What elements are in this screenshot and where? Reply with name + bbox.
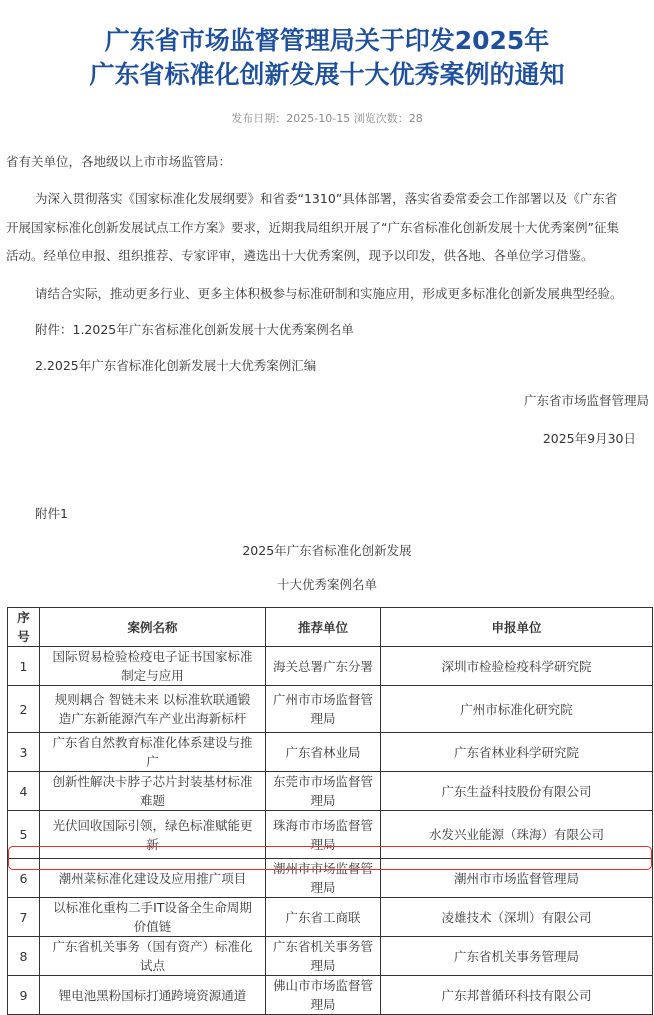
applicant: 广东生益科技股份有限公司 — [381, 772, 653, 811]
applicant: 深圳市检验检疫科学研究院 — [381, 647, 653, 686]
case-name: 规则耦合 智链未来 以标准软联通锻造广东新能源汽车产业出海新标杆 — [40, 686, 266, 733]
list-title-line1: 2025年广东省标准化创新发展 — [242, 543, 412, 558]
case-name: 创新性解决卡脖子芯片封装基材标准难题 — [40, 772, 266, 811]
applicant: 广东省林业科学研究院 — [381, 733, 653, 772]
cases-table — [7, 607, 653, 1015]
table-row — [8, 811, 653, 859]
header-case-name: 案例名称 — [40, 608, 266, 647]
applicant: 广州市标准化研究院 — [381, 686, 653, 733]
table-row — [8, 937, 653, 976]
table-row — [8, 733, 653, 772]
salutation: 省有关单位，各地级以上市市场监管局： — [6, 154, 232, 169]
row-index: 3 — [8, 733, 40, 772]
header-index: 序号 — [8, 608, 40, 647]
applicant: 凌雄技术（深圳）有限公司 — [381, 898, 653, 937]
recommender: 广东省林业局 — [266, 733, 381, 772]
attachment-1-link[interactable]: 附件：1.2025年广东省标准化创新发展十大优秀案例名单 — [35, 322, 354, 337]
para2: 请结合实际，推动更多行业、更多主体积极参与标准研制和实施应用，形成更多标准化创新发展典型经验。 — [35, 286, 623, 301]
case-name: 国际贸易检验检疫电子证书国家标准制定与应用 — [40, 647, 266, 686]
page-title-line2: 广东省标准化创新发展十大优秀案例的通知 — [89, 60, 565, 89]
sign-date: 2025年9月30日 — [542, 431, 636, 446]
para1-line3: 活动。经单位申报、组织推荐、专家评审，遴选出十大优秀案例，现予以印发，供各地、各单位学习借鉴。 — [6, 248, 594, 263]
row-index: 6 — [8, 859, 40, 898]
recommender: 广州市市场监督管理局 — [266, 686, 381, 733]
table-row — [8, 898, 653, 937]
recommender: 东莞市市场监督管理局 — [266, 772, 381, 811]
case-name: 广东省自然教育标准化体系建设与推广 — [40, 733, 266, 772]
recommender: 广东省工商联 — [266, 898, 381, 937]
case-name: 广东省机关事务（国有资产）标准化试点 — [40, 937, 266, 976]
row-index: 4 — [8, 772, 40, 811]
header-recommender: 推荐单位 — [266, 608, 381, 647]
table-row — [8, 647, 653, 686]
row-index: 7 — [8, 898, 40, 937]
signer: 广东省市场监督管理局 — [523, 393, 649, 408]
row-index: 5 — [8, 811, 40, 859]
recommender: 潮州市市场监督管理局 — [266, 859, 381, 898]
applicant: 广东邦普循环科技有限公司 — [381, 976, 653, 1015]
recommender: 广东省机关事务管理局 — [266, 937, 381, 976]
row-index: 9 — [8, 976, 40, 1015]
applicant: 水发兴业能源（珠海）有限公司 — [381, 811, 653, 859]
list-title-line2: 十大优秀案例名单 — [276, 577, 377, 592]
case-name: 光伏回收国际引领，绿色标准赋能更新 — [40, 811, 266, 859]
annex-label: 附件1 — [35, 506, 68, 521]
applicant: 广东省机关事务管理局 — [381, 937, 653, 976]
row-index: 8 — [8, 937, 40, 976]
case-name: 以标准化重构二手IT设备全生命周期价值链 — [40, 898, 266, 937]
table-header — [8, 608, 653, 647]
para1-line2: 开展国家标准化创新发展试点工作方案》要求，近期我局组织开展了“广东省标准化创新发展十大优秀案例”征集 — [6, 220, 619, 235]
table-row — [8, 976, 653, 1015]
recommender: 海关总署广东分署 — [266, 647, 381, 686]
attachment-2-link[interactable]: 2.2025年广东省标准化创新发展十大优秀案例汇编 — [35, 358, 317, 373]
table-row — [8, 686, 653, 733]
para1-line1: 为深入贯彻落实《国家标准化发展纲要》和省委“1310”具体部署，落实省委常委会工作部署以及《广东省 — [35, 191, 618, 206]
publish-meta: 发布日期：2025-10-15 浏览次数：28 — [231, 112, 423, 125]
applicant: 潮州市市场监督管理局 — [381, 859, 653, 898]
table-row — [8, 772, 653, 811]
case-name: 潮州菜标准化建设及应用推广项目 — [40, 859, 266, 898]
case-name: 锂电池黑粉国标打通跨境资源通道 — [40, 976, 266, 1015]
recommender: 珠海市市场监督管理局 — [266, 811, 381, 859]
row-index: 1 — [8, 647, 40, 686]
header-applicant: 申报单位 — [381, 608, 653, 647]
recommender: 佛山市市场监督管理局 — [266, 976, 381, 1015]
row-index: 2 — [8, 686, 40, 733]
page-title-line1: 广东省市场监督管理局关于印发2025年 — [104, 26, 550, 55]
table-row — [8, 859, 653, 898]
